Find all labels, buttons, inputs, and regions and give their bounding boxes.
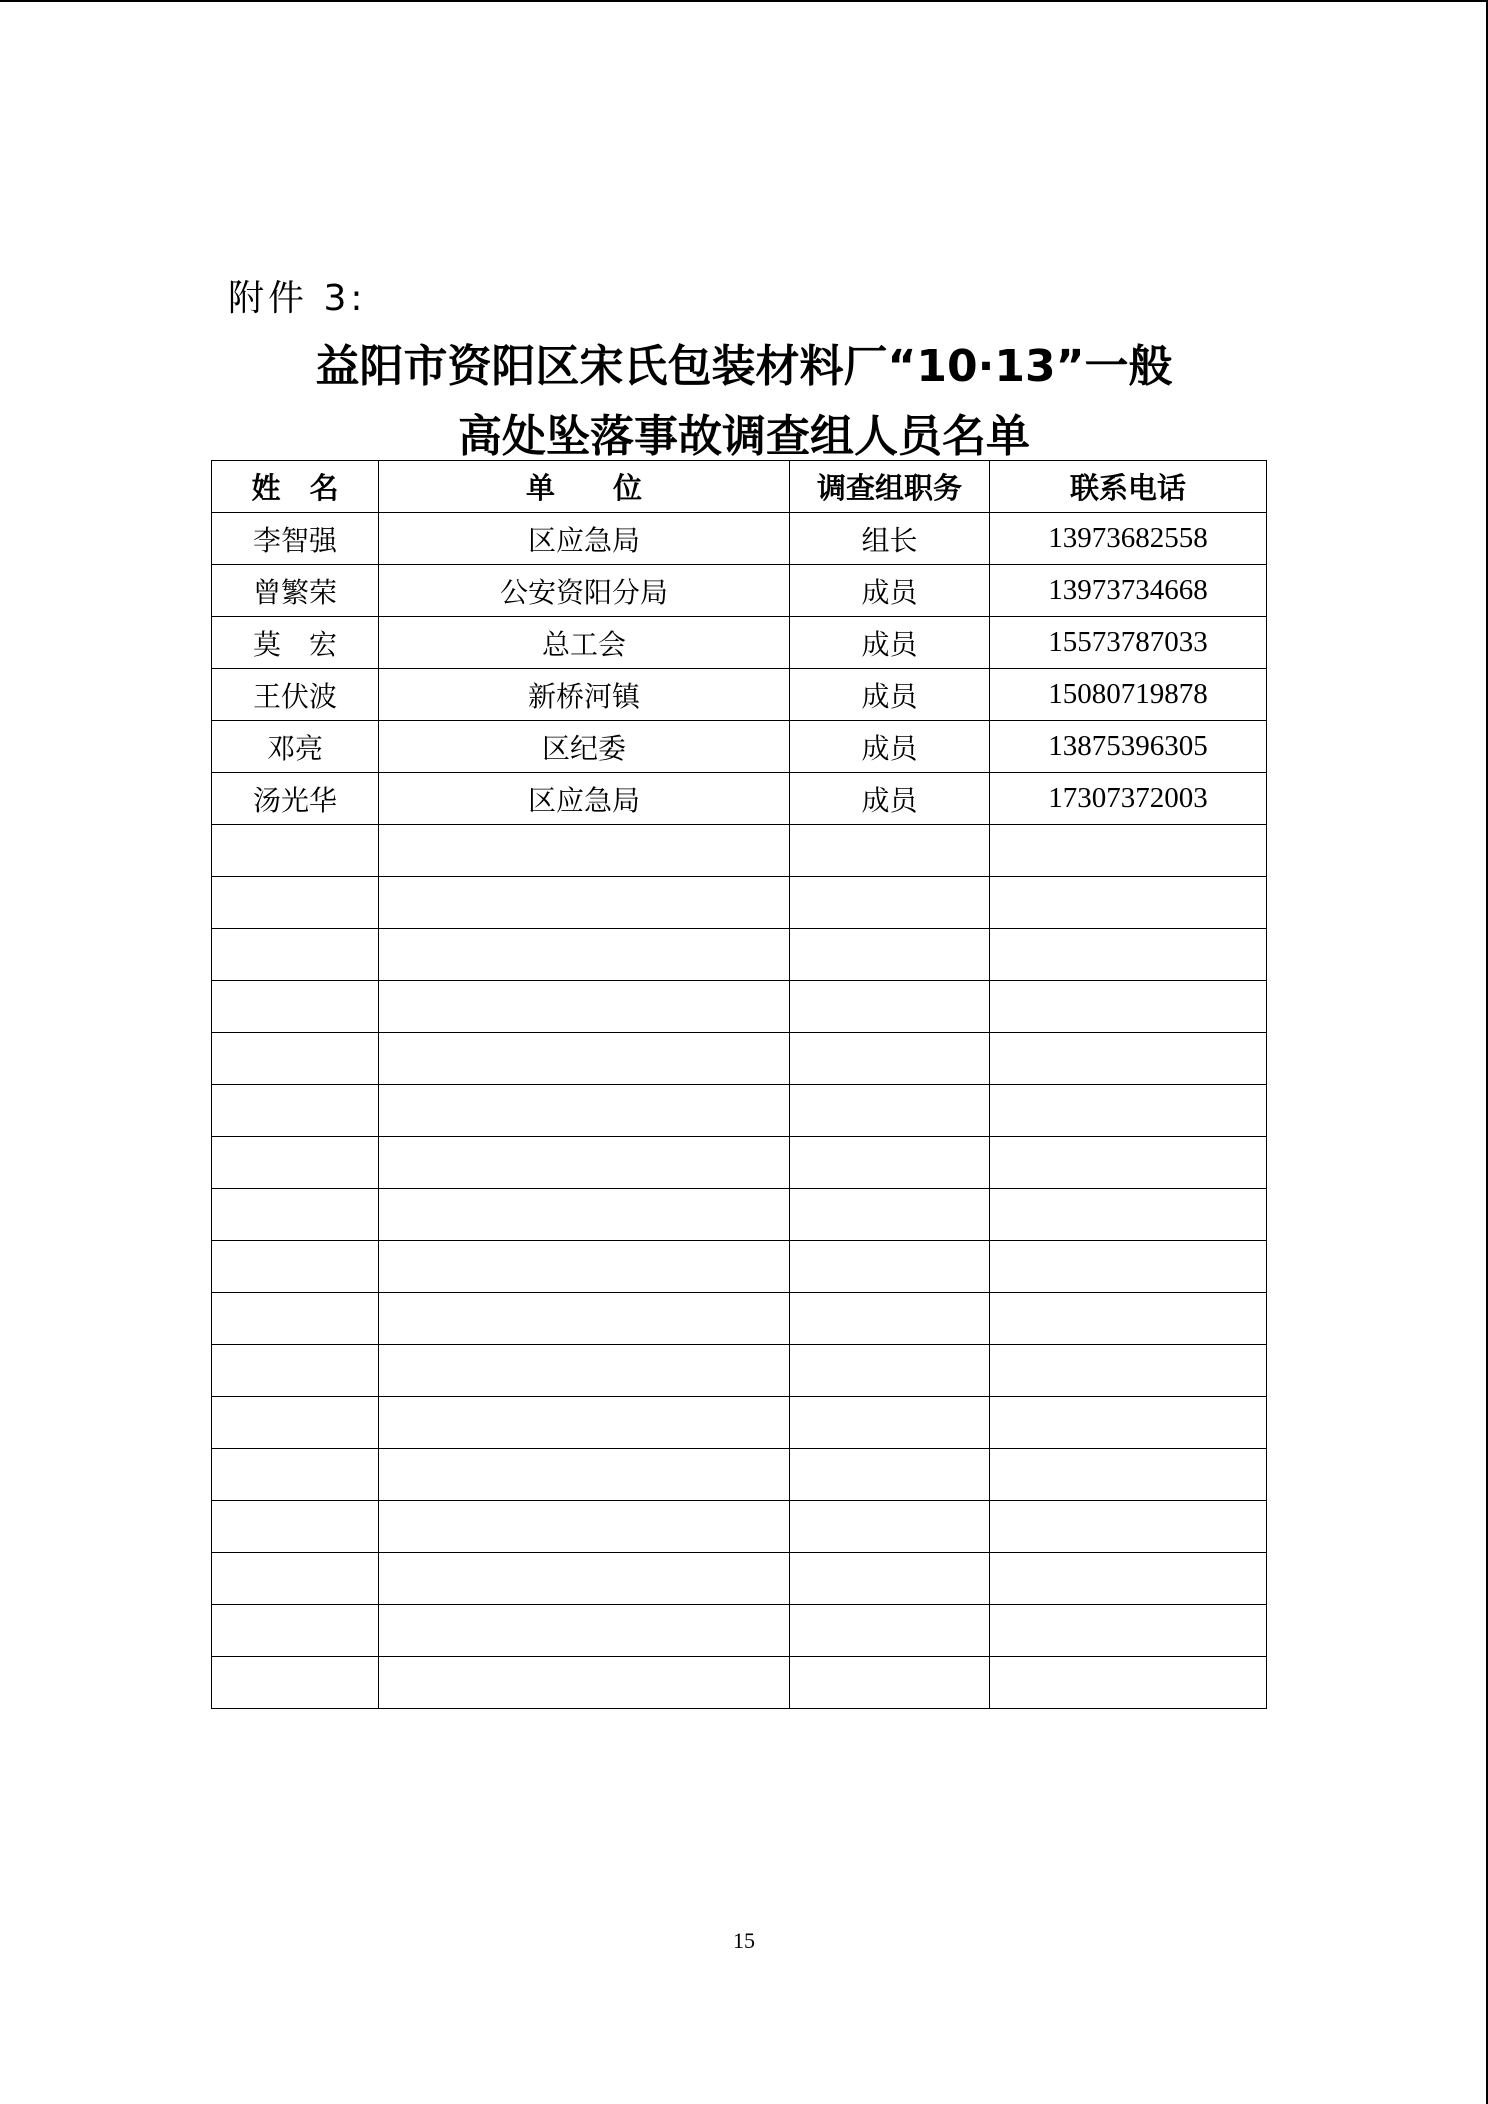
empty-table-row xyxy=(212,1345,1267,1397)
cell-name-empty xyxy=(212,825,379,877)
cell-name-empty xyxy=(212,1657,379,1709)
cell-phone-empty xyxy=(990,1657,1267,1709)
cell-unit-empty xyxy=(379,1345,790,1397)
cell-name-empty xyxy=(212,929,379,981)
header-role: 调查组职务 xyxy=(790,461,990,513)
empty-table-row xyxy=(212,981,1267,1033)
cell-role-empty xyxy=(790,1605,990,1657)
cell-name: 李智强 xyxy=(212,513,379,565)
cell-role-empty xyxy=(790,877,990,929)
cell-role: 成员 xyxy=(790,565,990,617)
cell-unit-empty xyxy=(379,1449,790,1501)
table-header-row xyxy=(212,461,1267,513)
empty-table-row xyxy=(212,1085,1267,1137)
cell-name-empty xyxy=(212,1033,379,1085)
header-unit: 单 位 xyxy=(379,461,790,513)
cell-unit: 公安资阳分局 xyxy=(379,565,790,617)
cell-role-empty xyxy=(790,1293,990,1345)
cell-unit-empty xyxy=(379,1605,790,1657)
table-row xyxy=(212,617,1267,669)
cell-role: 成员 xyxy=(790,617,990,669)
cell-unit-empty xyxy=(379,1553,790,1605)
cell-name-empty xyxy=(212,1137,379,1189)
cell-role-empty xyxy=(790,1085,990,1137)
document-title-line-1: 益阳市资阳区宋氏包装材料厂“10·13”一般 xyxy=(315,341,1173,392)
empty-table-row xyxy=(212,1241,1267,1293)
cell-phone-empty xyxy=(990,1397,1267,1449)
table-row xyxy=(212,565,1267,617)
cell-unit-empty xyxy=(379,1033,790,1085)
empty-table-row xyxy=(212,929,1267,981)
cell-unit: 总工会 xyxy=(379,617,790,669)
cell-unit: 新桥河镇 xyxy=(379,669,790,721)
attachment-label: 附件 3: xyxy=(228,278,367,319)
cell-name-empty xyxy=(212,877,379,929)
cell-unit-empty xyxy=(379,1189,790,1241)
page-number: 15 xyxy=(733,1928,755,1953)
cell-unit-empty xyxy=(379,825,790,877)
cell-role-empty xyxy=(790,1241,990,1293)
cell-name-empty xyxy=(212,1553,379,1605)
cell-role-empty xyxy=(790,1449,990,1501)
cell-role: 成员 xyxy=(790,721,990,773)
page-top-border xyxy=(0,0,1488,2)
cell-phone-empty xyxy=(990,1501,1267,1553)
cell-unit: 区应急局 xyxy=(379,773,790,825)
cell-phone: 13875396305 xyxy=(990,721,1267,773)
empty-table-row xyxy=(212,1189,1267,1241)
empty-table-row xyxy=(212,1137,1267,1189)
empty-table-row xyxy=(212,1449,1267,1501)
empty-table-row xyxy=(212,1501,1267,1553)
cell-role: 组长 xyxy=(790,513,990,565)
empty-table-row xyxy=(212,1657,1267,1709)
cell-name: 邓亮 xyxy=(212,721,379,773)
cell-role-empty xyxy=(790,1137,990,1189)
empty-table-row xyxy=(212,1397,1267,1449)
cell-phone-empty xyxy=(990,929,1267,981)
cell-phone-empty xyxy=(990,1449,1267,1501)
cell-name-empty xyxy=(212,1605,379,1657)
cell-name: 曾繁荣 xyxy=(212,565,379,617)
cell-phone: 15080719878 xyxy=(990,669,1267,721)
cell-role-empty xyxy=(790,1397,990,1449)
cell-name-empty xyxy=(212,1241,379,1293)
header-name: 姓 名 xyxy=(212,461,379,513)
empty-table-row xyxy=(212,1033,1267,1085)
cell-phone-empty xyxy=(990,1033,1267,1085)
cell-phone-empty xyxy=(990,1137,1267,1189)
cell-name-empty xyxy=(212,981,379,1033)
cell-name-empty xyxy=(212,1501,379,1553)
cell-role-empty xyxy=(790,1033,990,1085)
cell-unit-empty xyxy=(379,1293,790,1345)
cell-name-empty xyxy=(212,1345,379,1397)
cell-phone: 13973682558 xyxy=(990,513,1267,565)
cell-name-empty xyxy=(212,1085,379,1137)
cell-name-empty xyxy=(212,1189,379,1241)
empty-table-row xyxy=(212,1605,1267,1657)
cell-phone-empty xyxy=(990,1553,1267,1605)
cell-phone-empty xyxy=(990,1605,1267,1657)
cell-role-empty xyxy=(790,929,990,981)
cell-phone-empty xyxy=(990,1189,1267,1241)
cell-name-empty xyxy=(212,1449,379,1501)
investigation-team-table xyxy=(211,460,1267,1709)
cell-phone: 17307372003 xyxy=(990,773,1267,825)
cell-name-empty xyxy=(212,1293,379,1345)
cell-role-empty xyxy=(790,1189,990,1241)
cell-role-empty xyxy=(790,1345,990,1397)
empty-table-row xyxy=(212,1293,1267,1345)
cell-name: 汤光华 xyxy=(212,773,379,825)
cell-unit-empty xyxy=(379,981,790,1033)
cell-phone-empty xyxy=(990,877,1267,929)
empty-table-row xyxy=(212,877,1267,929)
cell-role-empty xyxy=(790,1501,990,1553)
cell-role-empty xyxy=(790,981,990,1033)
empty-table-row xyxy=(212,1553,1267,1605)
cell-role: 成员 xyxy=(790,773,990,825)
cell-name: 王伏波 xyxy=(212,669,379,721)
cell-unit-empty xyxy=(379,1137,790,1189)
cell-phone-empty xyxy=(990,1293,1267,1345)
cell-unit-empty xyxy=(379,1501,790,1553)
cell-phone-empty xyxy=(990,1085,1267,1137)
table-row xyxy=(212,721,1267,773)
cell-role: 成员 xyxy=(790,669,990,721)
cell-unit-empty xyxy=(379,1657,790,1709)
cell-phone-empty xyxy=(990,1345,1267,1397)
cell-phone-empty xyxy=(990,981,1267,1033)
cell-unit: 区纪委 xyxy=(379,721,790,773)
empty-table-row xyxy=(212,825,1267,877)
cell-name: 莫 宏 xyxy=(212,617,379,669)
table-row xyxy=(212,773,1267,825)
cell-phone: 15573787033 xyxy=(990,617,1267,669)
cell-unit-empty xyxy=(379,1397,790,1449)
cell-role-empty xyxy=(790,1657,990,1709)
table-row xyxy=(212,513,1267,565)
document-title-line-2: 高处坠落事故调查组人员名单 xyxy=(458,411,1030,462)
cell-unit-empty xyxy=(379,877,790,929)
table-row xyxy=(212,669,1267,721)
cell-phone: 13973734668 xyxy=(990,565,1267,617)
cell-unit: 区应急局 xyxy=(379,513,790,565)
cell-name-empty xyxy=(212,1397,379,1449)
header-phone: 联系电话 xyxy=(990,461,1267,513)
cell-unit-empty xyxy=(379,1241,790,1293)
cell-phone-empty xyxy=(990,1241,1267,1293)
cell-unit-empty xyxy=(379,929,790,981)
cell-phone-empty xyxy=(990,825,1267,877)
cell-unit-empty xyxy=(379,1085,790,1137)
cell-role-empty xyxy=(790,825,990,877)
cell-role-empty xyxy=(790,1553,990,1605)
